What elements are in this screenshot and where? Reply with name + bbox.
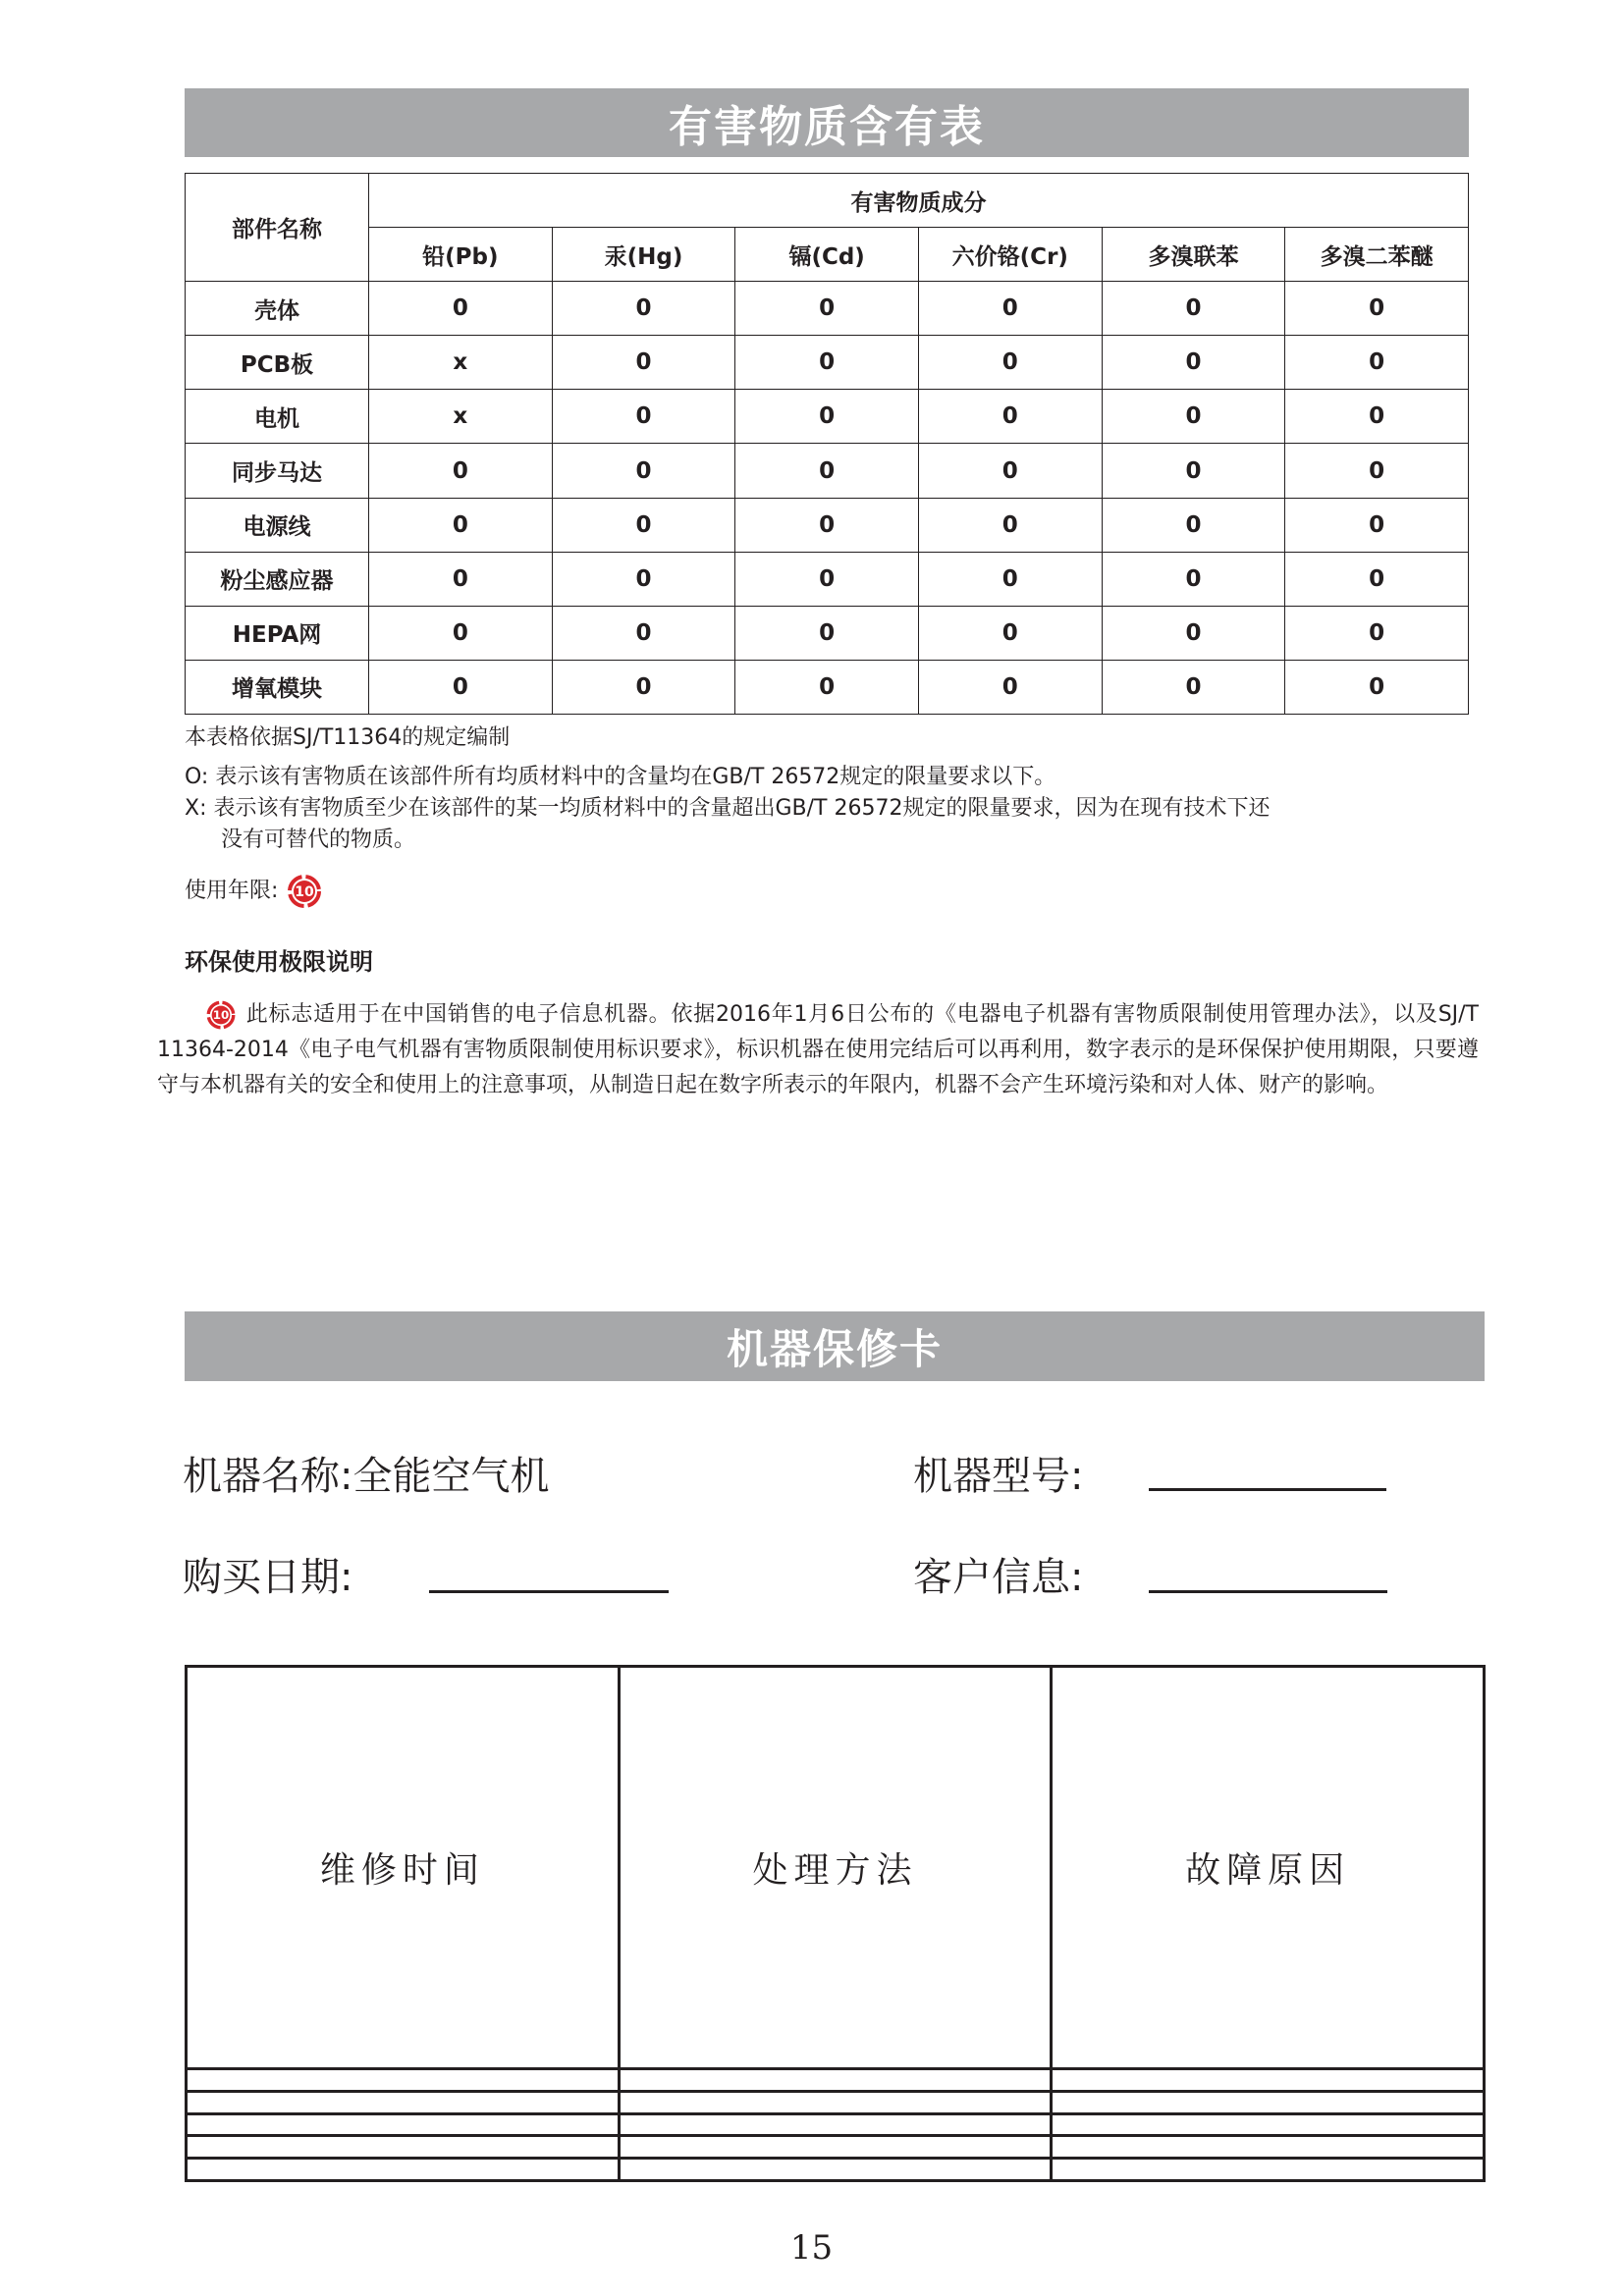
part-name-header: 部件名称 <box>186 174 369 282</box>
customer-info-input-line[interactable] <box>1149 1590 1387 1593</box>
substance-group-header: 有害物质成分 <box>369 174 1469 228</box>
repair-column-header: 处理方法 <box>619 1667 1052 2069</box>
substance-value-cell: 0 <box>735 660 919 714</box>
substance-value-cell: 0 <box>918 444 1102 498</box>
part-name-cell: HEPA网 <box>186 606 369 660</box>
substance-column-header: 汞(Hg) <box>552 228 735 282</box>
part-name-cell: 壳体 <box>186 282 369 336</box>
substance-value-cell: 0 <box>918 282 1102 336</box>
substance-value-cell: 0 <box>369 660 553 714</box>
substance-column-header: 镉(Cd) <box>735 228 919 282</box>
small-logo-number: 10 <box>212 1008 230 1023</box>
eco-10-logo-icon <box>285 872 324 911</box>
substance-value-cell: 0 <box>369 606 553 660</box>
note-o: O: 表示该有害物质在该部件所有均质材料中的含量均在GB/T 26572规定的限量要求以下。 <box>185 765 1056 789</box>
substance-value-cell: 0 <box>552 336 735 390</box>
repair-entry-cell[interactable] <box>187 2091 620 2113</box>
substance-value-cell: 0 <box>552 552 735 606</box>
page-number: 15 <box>789 2228 834 2268</box>
substance-value-cell: 0 <box>1102 444 1285 498</box>
substance-value-cell: 0 <box>735 498 919 552</box>
repair-entry-cell[interactable] <box>187 2136 620 2159</box>
repair-entry-row <box>187 2159 1485 2181</box>
substance-value-cell: 0 <box>735 282 919 336</box>
substance-value-cell: 0 <box>918 390 1102 444</box>
purchase-date-label: 购买日期: <box>183 1555 353 1600</box>
repair-entry-row <box>187 2136 1485 2159</box>
repair-entry-row <box>187 2113 1485 2136</box>
eco-statement-text: 此标志适用于在中国销售的电子信息机器。依据2016年1月6日公布的《电器电子机器有害物质限制使用管理办法》，以及SJ/T 11364-2014《电子电气机器有害物质限制使用标识要求》，标识机器在使用完结后可以再利用，数字表示的是环保保护使用期限，只要遵守与本机器有关的安全和使用上的注意事项，从制造日起在数字所表示的年限内，机器不会产生环境污染和对人体、财产的影响。 <box>157 1002 1479 1097</box>
note-basis: 本表格依据SJ/T11364的规定编制 <box>185 725 511 750</box>
hazard-table-row <box>186 660 1469 714</box>
substance-value-cell: 0 <box>552 498 735 552</box>
substance-value-cell: 0 <box>918 498 1102 552</box>
hazard-table-row <box>186 498 1469 552</box>
repair-entry-cell[interactable] <box>619 2136 1052 2159</box>
machine-name-label: 机器名称: <box>183 1454 353 1499</box>
hazard-table-row <box>186 606 1469 660</box>
eco-heading: 环保使用极限说明 <box>185 948 373 976</box>
substance-value-cell: 0 <box>1285 282 1469 336</box>
substance-value-cell: 0 <box>552 390 735 444</box>
machine-name-value: 全能空气机 <box>352 1454 550 1499</box>
substance-value-cell: 0 <box>735 336 919 390</box>
repair-entry-cell[interactable] <box>619 2069 1052 2092</box>
substance-value-cell: 0 <box>552 606 735 660</box>
substance-value-cell: 0 <box>1285 660 1469 714</box>
machine-name-field <box>183 1445 549 1501</box>
substance-value-cell: 0 <box>369 282 553 336</box>
part-name-cell: 电源线 <box>186 498 369 552</box>
substance-value-cell: 0 <box>1285 498 1469 552</box>
repair-entry-row <box>187 2091 1485 2113</box>
repair-entry-cell[interactable] <box>1052 2091 1485 2113</box>
substance-value-cell: 0 <box>918 606 1102 660</box>
substance-value-cell: 0 <box>552 282 735 336</box>
repair-entry-cell[interactable] <box>1052 2113 1485 2136</box>
substance-column-header: 六价铬(Cr) <box>918 228 1102 282</box>
hazard-title: 有害物质含有表 <box>669 102 985 152</box>
substance-value-cell: 0 <box>369 552 553 606</box>
substance-value-cell: 0 <box>1102 498 1285 552</box>
repair-entry-cell[interactable] <box>187 2113 620 2136</box>
substance-value-cell: 0 <box>1285 444 1469 498</box>
repair-entry-cell[interactable] <box>1052 2136 1485 2159</box>
substance-value-cell: 0 <box>735 552 919 606</box>
hazard-table <box>185 173 1469 715</box>
substance-value-cell: 0 <box>1285 606 1469 660</box>
eco-statement <box>157 997 1479 1103</box>
warranty-title: 机器保修卡 <box>726 1324 943 1373</box>
substance-value-cell: 0 <box>1102 336 1285 390</box>
repair-record-table <box>185 1665 1486 2182</box>
hazard-header-row <box>186 174 1469 228</box>
warranty-title-bar <box>185 1311 1485 1381</box>
machine-model-input-line[interactable] <box>1149 1488 1386 1491</box>
repair-entry-row <box>187 2069 1485 2092</box>
hazard-table-row <box>186 552 1469 606</box>
substance-value-cell: x <box>369 336 553 390</box>
substance-value-cell: 0 <box>1102 552 1285 606</box>
substance-value-cell: 0 <box>1285 390 1469 444</box>
substance-column-header: 多溴二苯醚 <box>1285 228 1469 282</box>
usage-period <box>185 872 324 911</box>
substance-value-cell: 0 <box>1102 660 1285 714</box>
repair-column-header: 维修时间 <box>187 1667 620 2069</box>
substance-value-cell: 0 <box>1102 282 1285 336</box>
substance-value-cell: 0 <box>1102 390 1285 444</box>
machine-model-label: 机器型号: <box>913 1454 1084 1499</box>
substance-value-cell: 0 <box>918 336 1102 390</box>
hazard-table-row <box>186 390 1469 444</box>
substance-value-cell: 0 <box>369 498 553 552</box>
repair-entry-cell[interactable] <box>619 2091 1052 2113</box>
repair-entry-cell[interactable] <box>1052 2069 1485 2092</box>
substance-value-cell: 0 <box>918 552 1102 606</box>
repair-entry-cell[interactable] <box>187 2069 620 2092</box>
substance-column-header: 铅(Pb) <box>369 228 553 282</box>
substance-column-header: 多溴联苯 <box>1102 228 1285 282</box>
customer-info-label: 客户信息: <box>913 1555 1084 1600</box>
repair-header-row <box>187 1667 1485 2069</box>
substance-value-cell: x <box>369 390 553 444</box>
hazard-table-body <box>186 282 1469 715</box>
repair-column-header: 故障原因 <box>1052 1667 1485 2069</box>
hazard-title-bar <box>185 88 1469 157</box>
part-name-cell: PCB板 <box>186 336 369 390</box>
substance-value-cell: 0 <box>369 444 553 498</box>
part-name-cell: 粉尘感应器 <box>186 552 369 606</box>
note-x-line1: X: 表示该有害物质至少在该部件的某一均质材料中的含量超出GB/T 26572规定的限量要求，因为在现有技术下还 <box>185 796 1271 821</box>
logo-number: 10 <box>295 884 315 900</box>
substance-value-cell: 0 <box>918 660 1102 714</box>
part-name-cell: 同步马达 <box>186 444 369 498</box>
substance-columns-row <box>186 228 1469 282</box>
substance-value-cell: 0 <box>1285 336 1469 390</box>
repair-table-body <box>187 2069 1485 2181</box>
substance-value-cell: 0 <box>552 660 735 714</box>
note-x-line2: 没有可替代的物质。 <box>221 828 416 852</box>
repair-entry-cell[interactable] <box>1052 2159 1485 2181</box>
substance-value-cell: 0 <box>552 444 735 498</box>
usage-period-label: 使用年限: <box>185 879 279 903</box>
hazard-table-row <box>186 444 1469 498</box>
hazard-table-row <box>186 336 1469 390</box>
purchase-date-input-line[interactable] <box>429 1590 669 1593</box>
substance-value-cell: 0 <box>1102 606 1285 660</box>
hazard-table-row <box>186 282 1469 336</box>
repair-entry-cell[interactable] <box>619 2113 1052 2136</box>
substance-value-cell: 0 <box>1285 552 1469 606</box>
substance-value-cell: 0 <box>735 606 919 660</box>
repair-entry-cell[interactable] <box>187 2159 620 2181</box>
substance-value-cell: 0 <box>735 390 919 444</box>
part-name-cell: 电机 <box>186 390 369 444</box>
eco-10-small-logo-icon <box>204 998 238 1032</box>
repair-entry-cell[interactable] <box>619 2159 1052 2181</box>
part-name-cell: 增氧模块 <box>186 660 369 714</box>
substance-value-cell: 0 <box>735 444 919 498</box>
